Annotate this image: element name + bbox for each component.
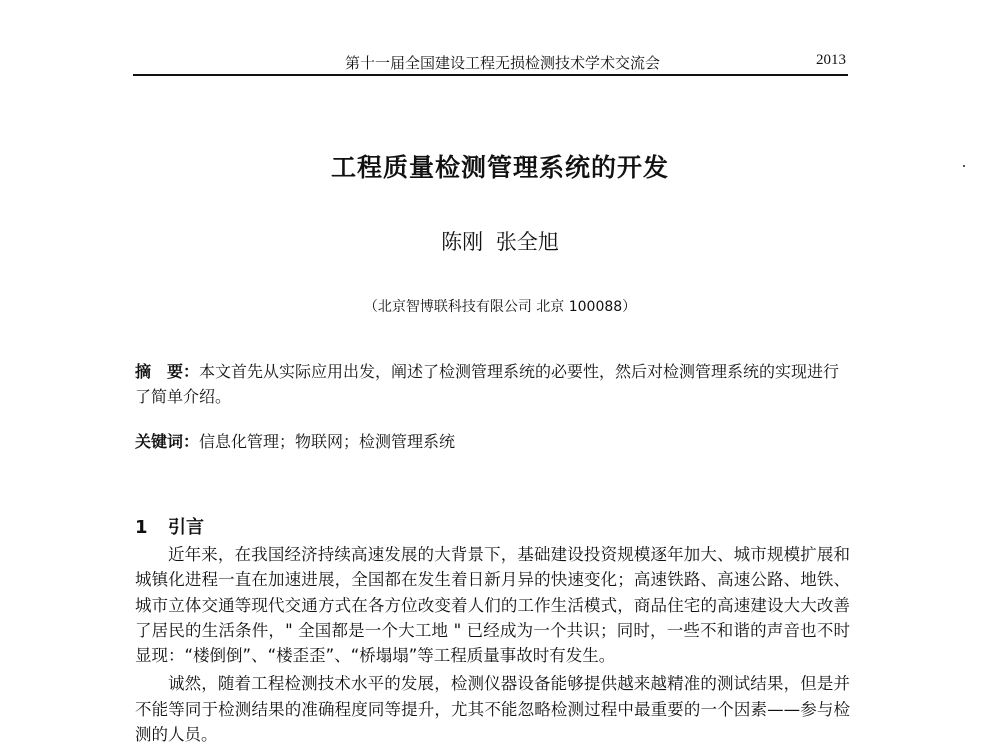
paragraph: 近年来，在我国经济持续高速发展的大背景下，基础建设投资规模逐年加大、城市规模扩展和城镇化进程一直在加速进展，全国都在发生着日新月异的快速变化；高速铁路、高速公路、地铁、城市立体交通等现代交通方式在各方位改变着人们的工作生活模式，商品住宅的高速建设大大改善了居民的生活条件，" 全国都是一个大工地 " 已经成为一个共识；同时，一些不和谐的声音也不时显现：“楼倒倒”、“楼歪歪”、“桥塌塌”等工程质量事故时有发生。 (135, 545, 850, 666)
section-body (135, 542, 850, 747)
conference-year: 2013 (816, 52, 846, 68)
conference-name: 第十一届全国建设工程无损检测技术学术交流会 (345, 54, 661, 72)
section-number: 1 (135, 517, 148, 538)
abstract-label: 摘 要： (135, 362, 200, 381)
section-title: 引言 (168, 517, 204, 538)
paragraph: 诚然，随着工程检测技术水平的发展，检测仪器设备能够提供越来越精准的测试结果，但是并不能等同于检测结果的准确程度同等提升，尤其不能忽略检测过程中最重要的一个因素——参与检测的人员。 (135, 674, 850, 745)
keywords (135, 429, 850, 454)
section-heading (135, 513, 204, 539)
paper-title: 工程质量检测管理系统的开发 (330, 153, 669, 182)
keywords-label: 关键词： (135, 432, 200, 451)
keywords-text: 信息化管理；物联网；检测管理系统 (199, 432, 456, 451)
abstract-text: 本文首先从实际应用出发，阐述了检测管理系统的必要性，然后对检测管理系统的实现进行了简单介绍。 (135, 362, 840, 406)
abstract (135, 359, 850, 409)
paper-authors: 陈刚 张全旭 (441, 230, 559, 254)
paper-affiliation: （北京智博联科技有限公司 北京 100088） (363, 299, 637, 315)
running-header (133, 50, 848, 76)
